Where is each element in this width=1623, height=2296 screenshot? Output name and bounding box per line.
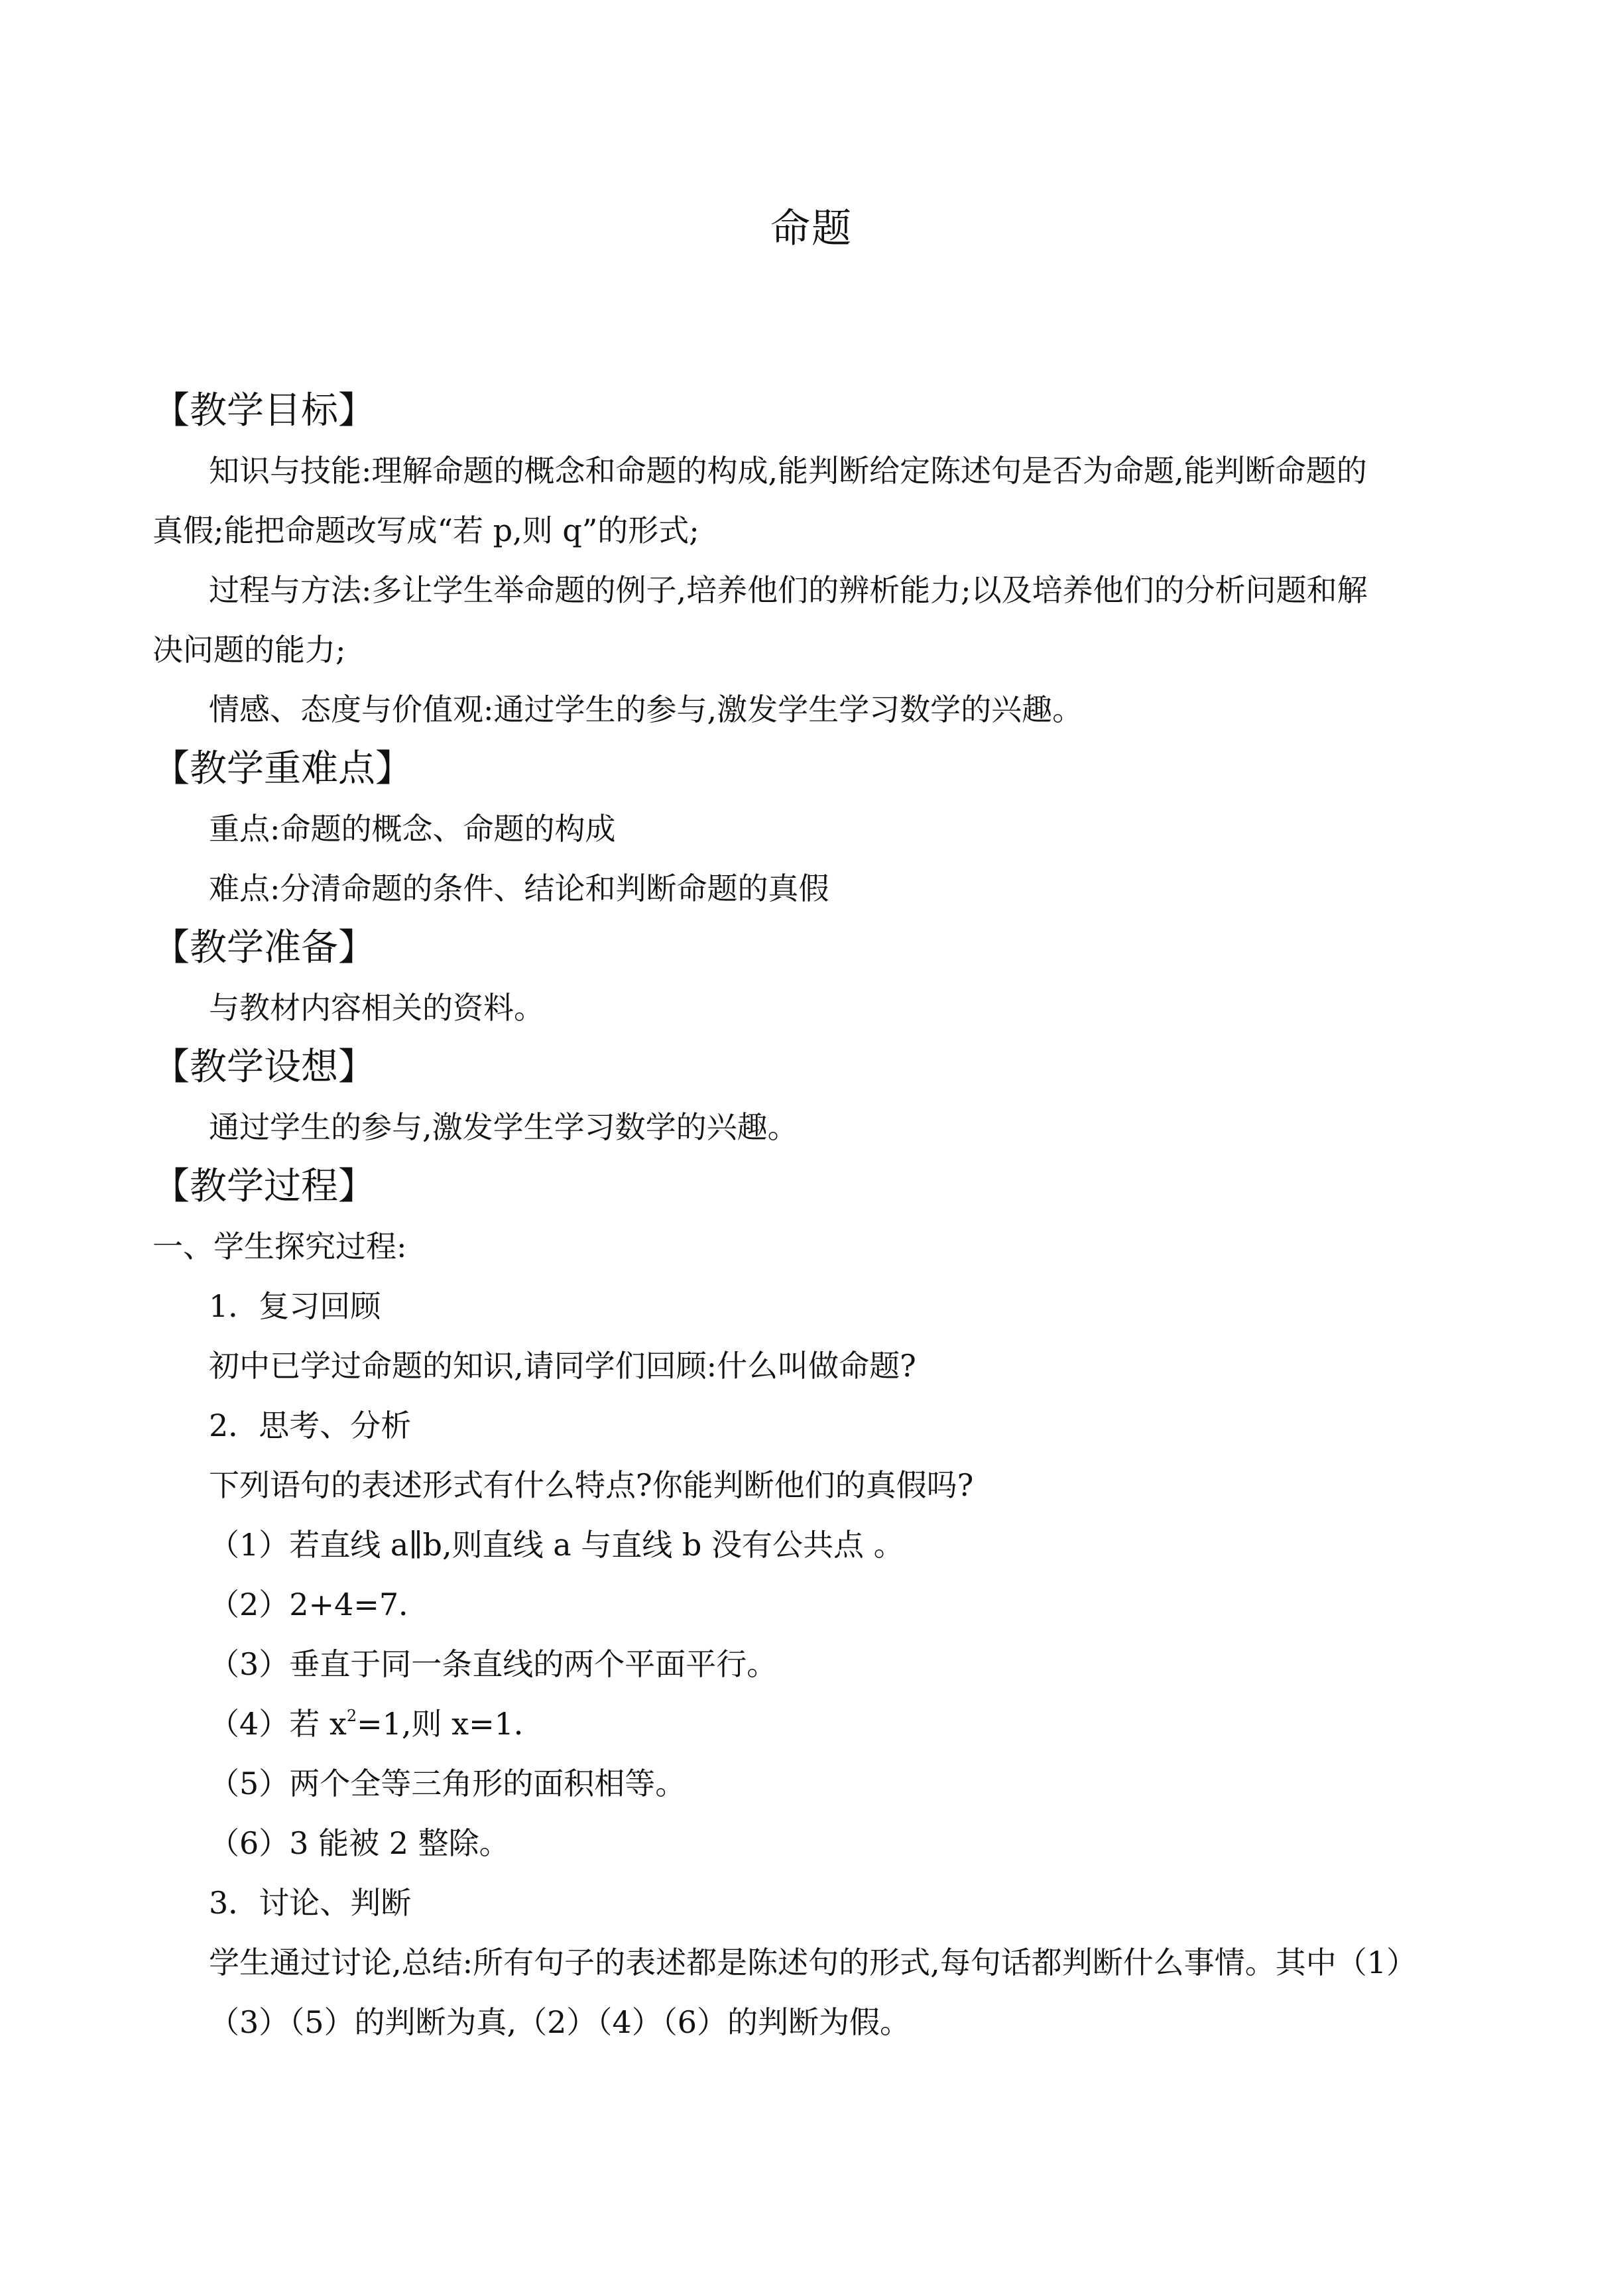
heading-key-points: 【教学重难点】 (152, 747, 412, 790)
heading-teaching-idea: 【教学设想】 (152, 1046, 375, 1089)
goal-emotion-line: 情感、态度与价值观:通过学生的参与,激发学生学习数学的兴趣。 (209, 692, 1083, 727)
preparation-text: 与教材内容相关的资料。 (209, 990, 544, 1026)
step3-text-line-1: 学生通过讨论,总结:所有句子的表述都是陈述句的形式,每句话都判断什么事情。其中（1） (209, 1945, 1417, 1980)
page-title: 命题 (770, 206, 853, 252)
teaching-idea-text: 通过学生的参与,激发学生学习数学的兴趣。 (209, 1109, 798, 1145)
goal-knowledge-line-1: 知识与技能:理解命题的概念和命题的构成,能判断给定陈述句是否为命题,能判断命题的 (209, 453, 1367, 489)
step2-text: 下列语句的表述形式有什么特点?你能判断他们的真假吗? (209, 1467, 974, 1503)
goal-process-line-2: 决问题的能力; (152, 632, 346, 668)
list-item-4-superscript: 2 (346, 1707, 357, 1725)
list-item-4 (152, 1694, 1492, 1754)
list-item-2: （2）2+4=7． (209, 1587, 430, 1622)
heading-teaching-goals: 【教学目标】 (152, 389, 375, 432)
goal-process-line-1: 过程与方法:多让学生举命题的例子,培养他们的辨析能力;以及培养他们的分析问题和解 (209, 572, 1368, 608)
document-body (152, 381, 1492, 2052)
heading-preparation: 【教学准备】 (152, 926, 375, 969)
heading-teaching-process: 【教学过程】 (152, 1165, 375, 1208)
process-part-one: 一、学生探究过程: (152, 1229, 407, 1264)
key-point-line: 重点:命题的概念、命题的构成 (209, 811, 616, 847)
goal-knowledge-line-2: 真假;能把命题改写成“若 p,则 q”的形式; (152, 513, 699, 548)
list-item-5: （5）两个全等三角形的面积相等。 (209, 1766, 686, 1801)
list-item-6: （6）3 能被 2 整除。 (209, 1825, 510, 1861)
list-item-4-pre: （4）若 x (209, 1706, 347, 1742)
step1-text: 初中已学过命题的知识,请同学们回顾:什么叫做命题? (209, 1348, 916, 1384)
list-item-3: （3）垂直于同一条直线的两个平面平行。 (209, 1646, 778, 1682)
list-item-4-post: =1,则 x=1． (357, 1706, 544, 1742)
step3-title: 3．讨论、判断 (209, 1885, 412, 1921)
difficult-point-line: 难点:分清命题的条件、结论和判断命题的真假 (209, 871, 829, 906)
step1-title: 1．复习回顾 (209, 1288, 381, 1324)
list-item-1: （1）若直线 a∥b,则直线 a 与直线 b 没有公共点 。 (209, 1527, 904, 1563)
step3-text-line-2: （3）（5）的判断为真,（2）（4）（6）的判断为假。 (209, 2004, 910, 2040)
step2-title: 2．思考、分析 (209, 1408, 412, 1443)
